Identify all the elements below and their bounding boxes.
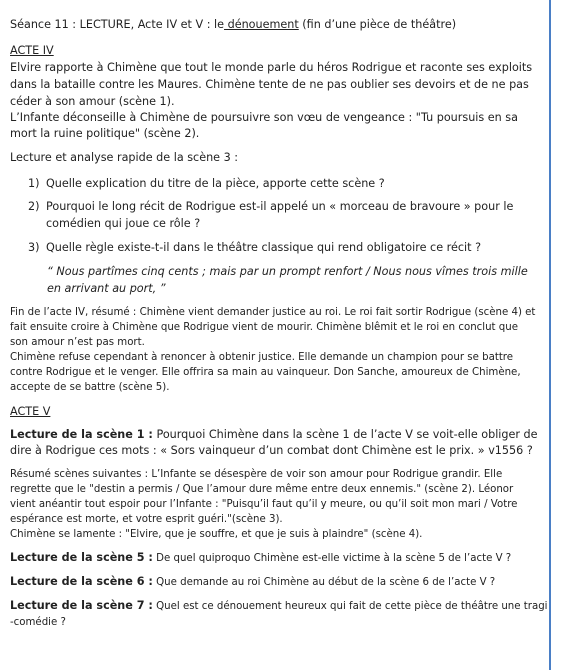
acte5-heading: ACTE V: [10, 405, 51, 418]
question-number: 3): [28, 241, 40, 254]
resume-line: Chimène se lamente : "Elvire, que je souffre, et que je suis à plaindre" (scène 4).: [10, 529, 423, 540]
scene6-question: Lecture de la scène 6 : Que demande au roi Chimène au début de la scène 6 de l’acte V ?: [10, 575, 496, 588]
resume-line: regrette que le "destin a permis / Que l’amour dure même entre deux ennemis." (scène 2). Léonor: [10, 484, 514, 495]
question-text: Quelle règle existe-t-il dans le théâtre classique qui rend obligatoire ce récit ?: [46, 241, 482, 254]
right-border: [549, 0, 551, 670]
quote-line: “ Nous partîmes cinq cents ; mais par un prompt renfort / Nous nous vîmes trois mille: [47, 265, 528, 278]
summary-line: Chimène refuse cependant à renoncer à obtenir justice. Elle demande un champion pour se battre: [10, 352, 514, 363]
summary-line: son amour n’est pas mort.: [10, 337, 145, 348]
page-title: Séance 11 : LECTURE, Acte IV et V : le dénouement (fin d’une pièce de théâtre): [10, 18, 457, 31]
question-text: Quelle explication du titre de la pièce, apporte cette scène ?: [46, 177, 385, 190]
scene7-question-cont: -comédie ?: [10, 617, 66, 628]
acte4-para2-line: mort la ruine politique" (scène 2).: [10, 127, 200, 140]
scene1-question: Lecture de la scène 1 : Pourquoi Chimène dans la scène 1 de l’acte V se voit-elle obliger de: [10, 428, 538, 441]
scene5-question: Lecture de la scène 5 : De quel quiproquo Chimène est-elle victime à la scène 5 de l’acte V ?: [10, 551, 512, 564]
summary-line: accepte de se battre (scène 5).: [10, 382, 170, 393]
resume-line: vient anéantir tout espoir pour l’Infante : "Puisqu’il faut qu’il y meure, ou qu’il soit mon mari / Votre: [10, 499, 518, 510]
summary-line: fait ensuite croire à Chimène que Rodrigue vient de mourir. Chimène blêmit et le roi en conclut que: [10, 322, 518, 333]
acte4-heading: ACTE IV: [10, 44, 54, 57]
resume-line: Résumé scènes suivantes : L’Infante se désespère de voir son amour pour Rodrigue grandir. Elle: [10, 469, 503, 480]
resume-line: espérance est morte, et votre esprit guéri."(scène 3).: [10, 514, 283, 525]
lecture-intro: Lecture et analyse rapide de la scène 3 :: [10, 151, 239, 164]
summary-line: Fin de l’acte IV, résumé : Chimène vient demander justice au roi. Le roi fait sortir Rodrigue (scène 4) et: [10, 307, 536, 318]
acte4-para2-line: L’Infante déconseille à Chimène de poursuivre son vœu de vengeance : "Tu poursuis en sa: [10, 111, 518, 124]
acte4-para1-line: céder à son amour (scène 1).: [10, 95, 175, 108]
scene7-question: Lecture de la scène 7 : Quel est ce dénouement heureux qui fait de cette pièce de théâtre une tragi: [10, 599, 548, 612]
acte4-para1-line: dans la bataille contre les Maures. Chimène tente de ne pas oublier ses devoirs et de ne pas: [10, 78, 529, 91]
question-number: 2): [28, 200, 40, 213]
question-number: 1): [28, 177, 40, 190]
question-text: Pourquoi le long récit de Rodrigue est-il appelé un « morceau de bravoure » pour le: [46, 200, 514, 213]
acte4-para1-line: Elvire rapporte à Chimène que tout le monde parle du héros Rodrigue et raconte ses exploits: [10, 61, 533, 74]
quote-line: en arrivant au port, ”: [47, 282, 166, 295]
question-text: comédien qui joue ce rôle ?: [46, 217, 201, 230]
summary-line: contre Rodrigue et le venger. Elle offrira sa main au vainqueur. Don Sanche, amoureux de Chimène,: [10, 367, 521, 378]
scene1-question-line: dire à Rodrigue ces mots : « Sors vainqueur d’un combat dont Chimène est le prix. » v1556 ?: [10, 444, 533, 457]
